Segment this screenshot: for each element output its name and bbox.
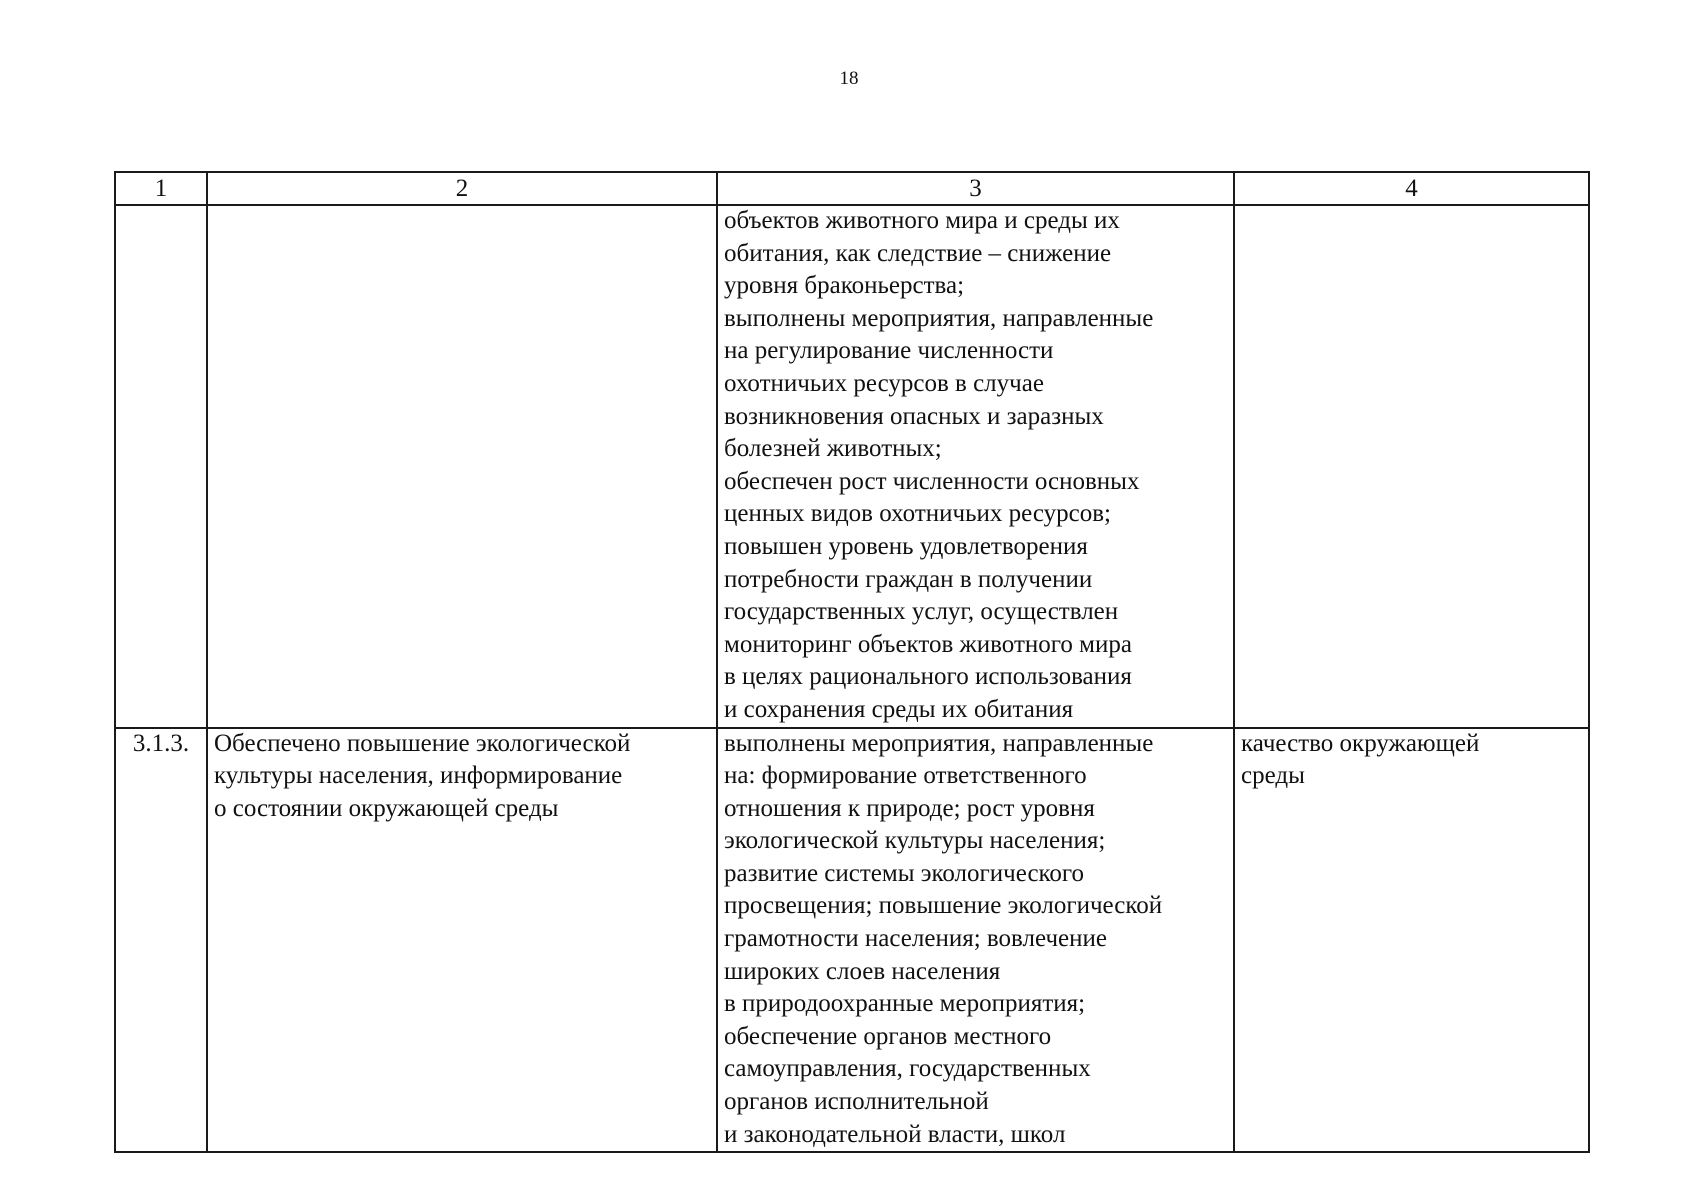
column-header-4: 4 (1234, 172, 1589, 205)
indicator-text: качество окружающей среды (1241, 729, 1480, 790)
table-row (115, 728, 1589, 1153)
row-number-cell (115, 728, 207, 1153)
column-header-1: 1 (115, 172, 207, 205)
column-header-2: 2 (207, 172, 717, 205)
page-number: 18 (839, 68, 859, 89)
row-number: 3.1.3. (132, 729, 190, 757)
task-cell (207, 205, 717, 728)
indicator-cell (1234, 728, 1589, 1153)
indicator-cell (1234, 205, 1589, 728)
results-cell (717, 205, 1234, 728)
results-cell (717, 728, 1234, 1153)
task-cell (207, 728, 717, 1153)
table-header-row (115, 172, 1589, 205)
results-table (114, 171, 1590, 1153)
results-text: выполнены мероприятия, направленные на: формирование ответственного отношения к природе; рост уровня экологической культуры населения; развитие системы экологического просвещения; повышение экологической грамотности населения; вовлечение широких слоев населения в природоохранные мероприятия; обеспечение органов местного самоуправления, государственных органов исполнительной и законодательной власти, школ (724, 729, 1163, 1148)
table-row (115, 205, 1589, 728)
row-number-cell (115, 205, 207, 728)
column-header-3: 3 (717, 172, 1234, 205)
task-text: Обеспечено повышение экологической культуры населения, информирование о состоянии окружающей среды (214, 729, 631, 822)
results-text: объектов животного мира и среды их обитания, как следствие – снижение уровня браконьерства; выполнены мероприятия, направленные на регулирование численности охотничьих ресурсов в случае возникновения опасных и заразных болезней животных; обеспечен рост численности основных ценных видов охотничьих ресурсов; повышен уровень удовлетворения потребности граждан в получении государственных услуг, осуществлен мониторинг объектов животного мира в целях рационального использования и сохранения среды их обитания (724, 207, 1154, 723)
